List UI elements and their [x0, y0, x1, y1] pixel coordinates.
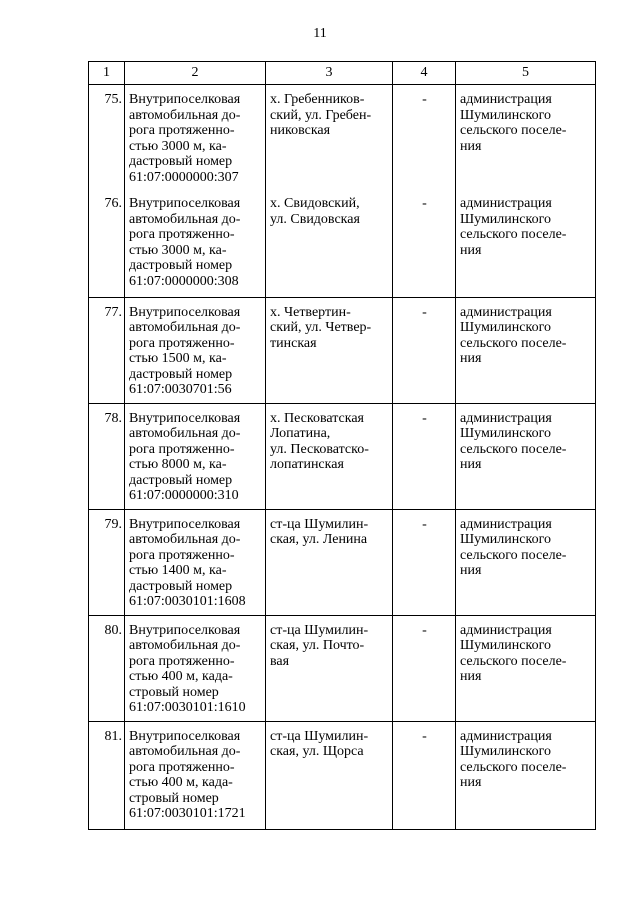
header-row — [89, 62, 596, 85]
location-line: ст-ца Шумилин- — [270, 728, 369, 744]
table-row — [89, 721, 596, 829]
object-line: 61:07:0000000:307 — [129, 169, 239, 185]
column-header: 4 — [393, 62, 456, 85]
row-number: 76. — [89, 189, 125, 297]
object-line: дастровый номер — [129, 366, 233, 382]
location-line: никовская — [270, 123, 331, 138]
object-line: Внутрипоселковая — [129, 196, 241, 211]
owner — [456, 509, 596, 615]
object-line: стью 3000 м, ка- — [129, 242, 227, 258]
object-description — [125, 297, 266, 403]
object-line: дастровый номер — [129, 472, 233, 488]
object-line: 61:07:0030101:1721 — [129, 806, 246, 821]
owner-line: сельского поселе- — [460, 335, 567, 351]
column-header: 2 — [125, 62, 266, 85]
location — [266, 721, 393, 829]
location-line: ская, ул. Ленина — [270, 532, 368, 547]
owner-line: Шумилинского — [460, 532, 551, 547]
object-line: 61:07:0030101:1608 — [129, 594, 246, 609]
table-row — [89, 615, 596, 721]
table-body — [89, 85, 596, 830]
location-line: х. Гребенников- — [270, 92, 365, 107]
owner-line: сельского поселе- — [460, 227, 567, 242]
row-number: 75. — [89, 85, 125, 190]
object-line: стью 3000 м, ка- — [129, 138, 227, 154]
table-row — [89, 403, 596, 509]
object-line: стровый номер — [129, 684, 219, 700]
owner-line: Шумилинского — [460, 320, 551, 335]
row-number: 80. — [89, 615, 125, 721]
location-line: Лопатина, — [270, 426, 331, 441]
owner-line: сельского поселе- — [460, 441, 567, 457]
owner-line: сельского поселе- — [460, 123, 567, 138]
location-line: тинская — [270, 335, 317, 351]
owner-line: Шумилинского — [460, 638, 551, 653]
object-line: стью 8000 м, ка- — [129, 457, 227, 472]
column-4-value: - — [393, 509, 456, 615]
location-line: х. Четвертин- — [270, 304, 351, 320]
owner-line: сельского поселе- — [460, 653, 567, 669]
object-line: Внутрипоселковая — [129, 516, 241, 532]
row-number: 79. — [89, 509, 125, 615]
owner — [456, 403, 596, 509]
object-line: Внутрипоселковая — [129, 728, 241, 744]
location-line: ул. Свидовская — [270, 211, 360, 227]
row-number: 78. — [89, 403, 125, 509]
column-4-value: - — [393, 297, 456, 403]
owner-line: Шумилинского — [460, 426, 551, 441]
object-line: дастровый номер — [129, 578, 233, 594]
location-line: ст-ца Шумилин- — [270, 622, 369, 638]
location — [266, 189, 393, 297]
owner-line: ния — [460, 457, 482, 472]
object-line: рога протяженно- — [129, 123, 235, 138]
object-description — [125, 189, 266, 297]
location — [266, 509, 393, 615]
object-line: рога протяженно- — [129, 547, 235, 563]
object-line: рога протяженно- — [129, 227, 235, 242]
location-line: х. Песковатская — [270, 410, 365, 426]
column-header: 1 — [89, 62, 125, 85]
row-number: 77. — [89, 297, 125, 403]
owner — [456, 189, 596, 297]
column-header: 5 — [456, 62, 596, 85]
owner — [456, 85, 596, 190]
location-line: вая — [270, 653, 290, 669]
location — [266, 85, 393, 190]
location — [266, 297, 393, 403]
object-line: автомобильная до- — [129, 532, 241, 547]
location-line: ский, ул. Гребен- — [270, 107, 372, 123]
object-line: автомобильная до- — [129, 211, 241, 227]
table-row — [89, 509, 596, 615]
object-line: рога протяженно- — [129, 759, 235, 775]
table-row — [89, 189, 596, 297]
owner-line: сельского поселе- — [460, 547, 567, 563]
owner-line: администрация — [460, 196, 552, 211]
object-description — [125, 615, 266, 721]
owner-line: ния — [460, 351, 482, 366]
owner-line: ния — [460, 669, 482, 684]
road-registry-table — [88, 61, 596, 830]
object-line: Внутрипоселковая — [129, 92, 241, 107]
object-line: рога протяженно- — [129, 653, 235, 669]
owner-line: администрация — [460, 622, 552, 638]
column-4-value: - — [393, 403, 456, 509]
object-line: стью 400 м, када- — [129, 669, 233, 684]
object-line: автомобильная до- — [129, 638, 241, 653]
object-line: 61:07:0000000:308 — [129, 273, 239, 289]
table-row — [89, 297, 596, 403]
object-line: автомобильная до- — [129, 320, 241, 335]
object-line: дастровый номер — [129, 154, 233, 169]
owner-line: администрация — [460, 516, 552, 532]
owner-line: ния — [460, 242, 482, 258]
owner-line: ния — [460, 775, 482, 790]
owner — [456, 297, 596, 403]
location-line: ст-ца Шумилин- — [270, 516, 369, 532]
object-description — [125, 85, 266, 190]
page-number: 11 — [313, 26, 327, 41]
owner-line: ния — [460, 563, 482, 578]
owner-line: администрация — [460, 728, 552, 744]
table-row — [89, 85, 596, 190]
object-line: 61:07:0000000:310 — [129, 488, 239, 503]
object-line: стью 400 м, када- — [129, 775, 233, 790]
object-line: Внутрипоселковая — [129, 304, 241, 320]
object-description — [125, 721, 266, 829]
object-line: дастровый номер — [129, 258, 233, 273]
owner — [456, 615, 596, 721]
object-line: автомобильная до- — [129, 744, 241, 759]
column-4-value: - — [393, 615, 456, 721]
location — [266, 615, 393, 721]
row-number: 81. — [89, 721, 125, 829]
location-line: лопатинская — [270, 457, 344, 472]
location-line: х. Свидовский, — [270, 196, 360, 211]
column-4-value: - — [393, 189, 456, 297]
owner-line: администрация — [460, 410, 552, 426]
owner-line: администрация — [460, 304, 552, 320]
object-description — [125, 509, 266, 615]
location — [266, 403, 393, 509]
column-header: 3 — [266, 62, 393, 85]
owner-line: Шумилинского — [460, 107, 551, 123]
location-line: ул. Песковатско- — [270, 441, 369, 457]
column-4-value: - — [393, 721, 456, 829]
location-line: ская, ул. Почто- — [270, 638, 365, 653]
owner-line: ния — [460, 138, 482, 154]
object-description — [125, 403, 266, 509]
owner-line: Шумилинского — [460, 211, 551, 227]
object-line: автомобильная до- — [129, 107, 241, 123]
object-line: стью 1400 м, ка- — [129, 563, 227, 578]
object-line: рога протяженно- — [129, 441, 235, 457]
column-4-value: - — [393, 85, 456, 190]
owner — [456, 721, 596, 829]
location-line: ская, ул. Щорса — [270, 744, 364, 759]
object-line: стровый номер — [129, 790, 219, 806]
object-line: автомобильная до- — [129, 426, 241, 441]
owner-line: сельского поселе- — [460, 759, 567, 775]
object-line: стью 1500 м, ка- — [129, 351, 227, 366]
object-line: Внутрипоселковая — [129, 410, 241, 426]
object-line: Внутрипоселковая — [129, 622, 241, 638]
object-line: рога протяженно- — [129, 335, 235, 351]
location-line: ский, ул. Четвер- — [270, 320, 372, 335]
object-line: 61:07:0030701:56 — [129, 382, 232, 397]
owner-line: администрация — [460, 92, 552, 107]
owner-line: Шумилинского — [460, 744, 551, 759]
object-line: 61:07:0030101:1610 — [129, 700, 246, 715]
